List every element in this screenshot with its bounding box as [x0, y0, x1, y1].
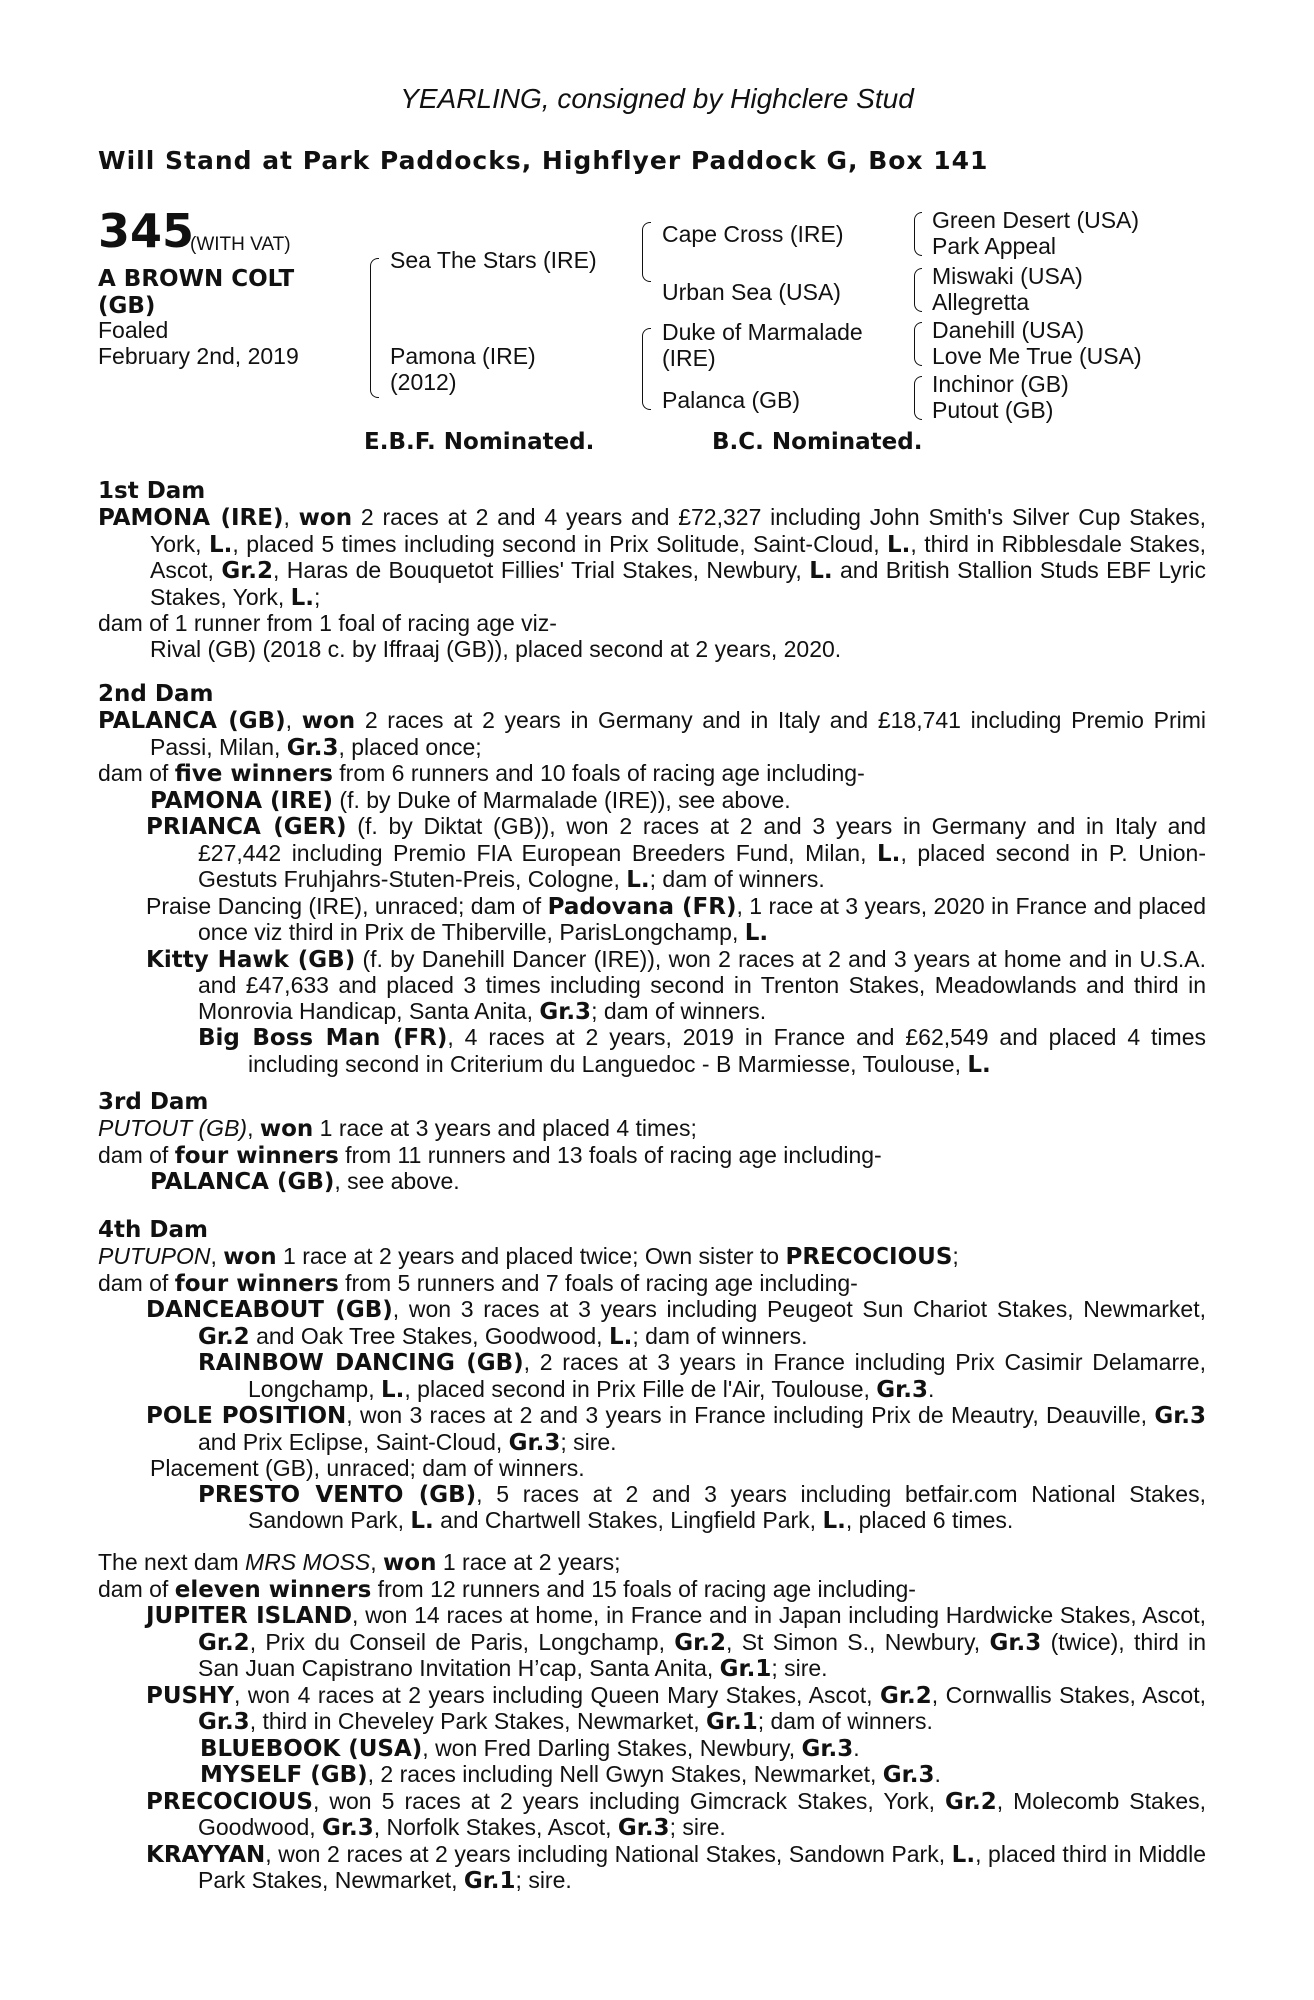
first-dam-title: 1st Dam: [98, 478, 206, 504]
brace-g1: [914, 212, 922, 256]
lot-description: A BROWN COLT (GB): [98, 266, 295, 319]
page-header: YEARLING, consigned by Highclere Stud: [400, 83, 914, 114]
brace-dam: [642, 328, 651, 410]
third-dam-text: PUTOUT (GB), won 1 race at 3 years and placed 4 times; dam of four winners from 11 runners and 13 foals of racing age including- PALANCA (GB), see above.: [98, 1115, 882, 1195]
dam-year: (2012): [390, 369, 457, 395]
box-location: Will Stand at Park Paddocks, Highflyer Paddock G, Box 141: [98, 146, 989, 175]
grandparent-5: Danehill (USA): [932, 317, 1085, 343]
grandparent-6: Love Me True (USA): [932, 343, 1142, 369]
brace-sire: [642, 222, 651, 282]
dam-name: Pamona (IRE): [390, 343, 536, 369]
next-dam-text: The next dam MRS MOSS, won 1 race at 2 years; dam of eleven winners from 12 runners and 15 foals of racing age including- JUPITER ISLAND, won 14 races at home, in France and in Japan including Hardwicke Stakes, Ascot, Gr.2, Prix du Conseil de Paris, Longchamp, Gr.2, St Simon S., Newbury, Gr.3 (twice), third in San Juan Capistrano Invitation H’cap, Santa Anita, Gr.1; sire. PUSHY, won 4 races at 2 years including Queen Mary Stakes, Ascot, Gr.2, Cornwallis Stakes, Ascot, Gr.3, third in Cheveley Park Stakes, Newmarket, Gr.1; dam of winners. BLUEBOOK (USA), won Fred Darling Stakes, Newbury, Gr.3. MYSELF (GB), 2 races including Nell Gwyn Stakes, Newmarket, Gr.3. PRECOCIOUS, won 5 races at 2 years including Gimcrack Stakes, York, Gr.2, Molecomb Stakes, Goodwood, Gr.3, Norfolk Stakes, Ascot, Gr.3; sire. KRAYYAN, won 2 races at 2 years including National Stakes, Sandown Park, L., placed third in Middle Park Stakes, Newmarket, Gr.1; sire.: [98, 1549, 1206, 1894]
second-dam-text: PALANCA (GB), won 2 races at 2 years in Germany and in Italy and £18,741 including Premio Primi Passi, Milan, Gr.3, placed once; dam of five winners from 6 runners and 10 foals of racing age including- PAMONA (IRE) (f. by Duke of Marmalade (IRE)), see above. PRIANCA (GER) (f. by Diktat (GB)), won 2 races at 2 and 3 years in Germany and in Italy and £27,442 including Premio FIA European Breeders Fund, Milan, L., placed second in P. Union-Gestuts Fruhjahrs-Stuten-Preis, Cologne, L.; dam of winners. Praise Dancing (IRE), unraced; dam of Padovana (FR), 1 race at 3 years, 2020 in France and placed once viz third in Prix de Thiberville, ParisLongchamp, L. Kitty Hawk (GB) (f. by Danehill Dancer (IRE)), won 2 races at 2 and 3 years at home and in U.S.A. and £47,633 and placed 3 times including second in Trenton Stakes, Meadowlands and third in Monrovia Handicap, Santa Anita, Gr.3; dam of winners. Big Boss Man (FR), 4 races at 2 years, 2019 in France and £62,549 and placed 4 times including second in Criterium du Languedoc - B Marmiesse, Toulouse, L.: [98, 707, 1207, 1078]
first-dam-text: PAMONA (IRE), won 2 races at 2 and 4 years and £72,327 including John Smith's Silver Cup Stakes, York, L., placed 5 times including second in Prix Solitude, Saint-Cloud, L., third in Ribblesdale Stakes, Ascot, Gr.2, Haras de Bouquetot Fillies' Trial Stakes, Newbury, L. and British Stallion Studs EBF Lyric Stakes, York, L.; dam of 1 runner from 1 foal of racing age viz- Rival (GB) (2018 c. by Iffraaj (GB)), placed second at 2 years, 2020.: [98, 504, 1206, 662]
third-dam-title: 3rd Dam: [98, 1089, 209, 1115]
fourth-dam-title: 4th Dam: [98, 1217, 208, 1243]
brace-generation-1: [370, 258, 379, 398]
dam-sire-line1: Duke of Marmalade: [662, 319, 863, 345]
second-dam-title: 2nd Dam: [98, 681, 214, 707]
brace-g2: [914, 268, 922, 312]
grandparent-3: Miswaki (USA): [932, 263, 1083, 289]
grandparent-4: Allegretta: [932, 289, 1030, 315]
fourth-dam-text: PUTUPON, won 1 race at 2 years and placed twice; Own sister to PRECOCIOUS; dam of four winners from 5 runners and 7 foals of racing age including- DANCEABOUT (GB), won 3 races at 3 years including Peugeot Sun Chariot Stakes, Newmarket, Gr.2 and Oak Tree Stakes, Goodwood, L.; dam of winners. RAINBOW DANCING (GB), 2 races at 3 years in France including Prix Casimir Delamarre, Longchamp, L., placed second in Prix Fille de l'Air, Toulouse, Gr.3. POLE POSITION, won 3 races at 2 and 3 years in France including Prix de Meautry, Deauville, Gr.3 and Prix Eclipse, Saint-Cloud, Gr.3; sire. Placement (GB), unraced; dam of winners. PRESTO VENTO (GB), 5 races at 2 and 3 years including betfair.com National Stakes, Sandown Park, L. and Chartwell Stakes, Lingfield Park, L., placed 6 times.: [98, 1243, 1206, 1534]
dam-dam: Palanca (GB): [662, 387, 801, 413]
vat-label: (WITH VAT): [190, 234, 291, 255]
grandparent-8: Putout (GB): [932, 397, 1054, 423]
grandparent-1: Green Desert (USA): [932, 207, 1140, 233]
grandparent-2: Park Appeal: [932, 233, 1057, 259]
ebf-nomination: E.B.F. Nominated.: [364, 429, 595, 455]
sire-dam: Urban Sea (USA): [662, 279, 841, 305]
lot-number: 345: [98, 204, 195, 258]
sire-name: Sea The Stars (IRE): [390, 247, 597, 273]
sire-sire: Cape Cross (IRE): [662, 221, 844, 247]
bc-nomination: B.C. Nominated.: [712, 429, 923, 455]
foaled-date: February 2nd, 2019: [98, 343, 299, 369]
brace-g3: [914, 322, 922, 366]
dam-sire-line2: (IRE): [662, 345, 716, 371]
brace-g4: [914, 376, 922, 420]
foaled-label: Foaled: [98, 317, 169, 343]
grandparent-7: Inchinor (GB): [932, 371, 1069, 397]
